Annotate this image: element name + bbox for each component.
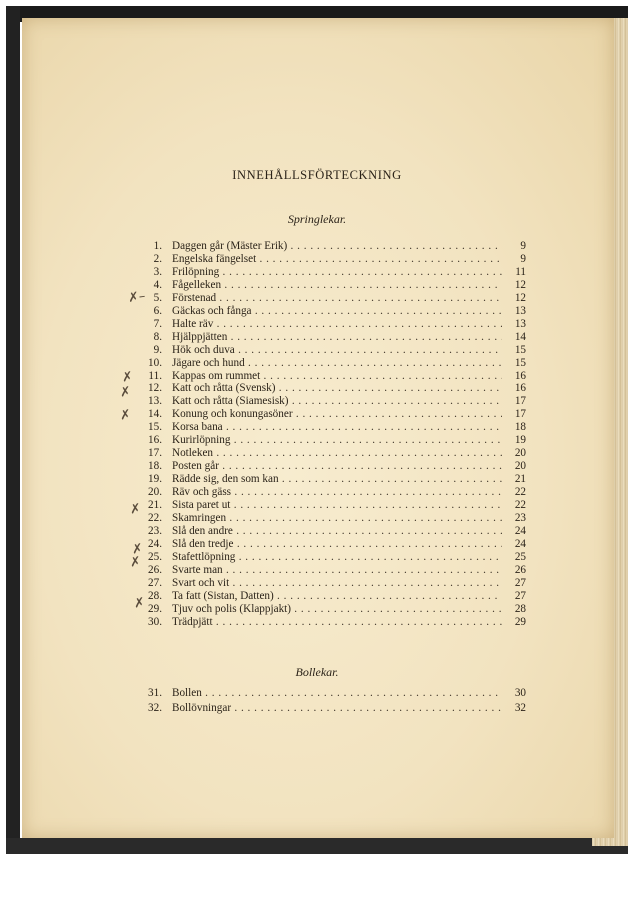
toc-entry-page: 15: [514, 356, 526, 369]
toc-entry-title: Räv och gäss . . .: [172, 486, 502, 499]
toc-entry-page: 27: [514, 576, 526, 589]
scan-border-left: [6, 6, 20, 854]
toc-entry-page: 13: [514, 317, 526, 330]
scan-border-bottom: [6, 838, 628, 854]
toc-entry: [140, 344, 530, 357]
toc-entry: [140, 331, 530, 344]
toc-entry-title: Ta fatt (Sistan, Datten) . . .: [172, 590, 502, 603]
toc-entry-title: Frilöpning . . .: [172, 266, 502, 279]
toc-entry-title: Jägare och hund . . .: [172, 357, 502, 370]
toc-entry: [140, 616, 530, 629]
toc-entry: [140, 590, 530, 603]
pencil-check-mark: ✗: [129, 554, 142, 571]
toc-entry-title: Halte räv . . .: [172, 318, 502, 331]
toc-entry-page: 19: [514, 434, 526, 447]
toc-entry-number: 21.: [148, 499, 162, 511]
toc-entry-page: 22: [514, 499, 526, 511]
toc-entry-title: Slå den andre . . .: [172, 525, 502, 538]
toc-entry-page: 9: [520, 240, 526, 252]
toc-entry: [140, 318, 530, 331]
toc-entry: [140, 525, 530, 538]
toc-entry: [140, 512, 530, 525]
toc-entry-page: 20: [514, 460, 526, 473]
toc-entry-title: Katt och råtta (Siamesisk) . . .: [172, 395, 502, 408]
toc-entry: [140, 460, 530, 473]
toc-entry-page: 21: [514, 473, 526, 486]
toc-entry-number: 32.: [148, 702, 162, 714]
toc-entry-page: 23: [514, 511, 526, 524]
toc-entry-page: 28: [514, 602, 526, 615]
section-heading-bollekar: Bollekar.: [295, 665, 339, 679]
toc-entry-number: 1.: [153, 240, 162, 252]
toc-entry-number: 22.: [148, 511, 162, 524]
toc-entry-title: Posten går . . .: [172, 460, 502, 473]
toc-entry: [140, 564, 530, 577]
pencil-check-mark: ✗: [121, 369, 134, 386]
toc-entry: [140, 434, 530, 447]
toc-entry-title: Bollen . . .: [172, 687, 502, 700]
section-heading-springlekar: Springlekar.: [287, 212, 347, 226]
pencil-check-mark: ✗: [129, 501, 142, 518]
toc-entry-title: Bollövningar . . .: [172, 702, 502, 715]
toc-entry-number: 13.: [148, 395, 162, 408]
toc-entry-number: 16.: [148, 434, 162, 447]
toc-entry: [140, 292, 530, 305]
toc-entry-number: 5.: [153, 291, 162, 304]
toc-entry-number: 11.: [148, 369, 162, 382]
toc-entry-number: 14.: [148, 408, 162, 421]
toc-entry: [140, 370, 530, 383]
toc-entry-page: 11: [515, 265, 526, 278]
toc-entry-number: 9.: [153, 343, 162, 356]
pencil-check-mark: ✗–: [127, 288, 147, 307]
toc-entry: [140, 395, 530, 408]
toc-entry-number: 19.: [148, 473, 162, 486]
toc-entry-page: 15: [514, 343, 526, 356]
toc-entry-page: 14: [514, 330, 526, 343]
toc-entry-title: Konung och konungasöner . . .: [172, 408, 502, 421]
toc-entry-page: 24: [514, 524, 526, 537]
toc-entry-page: 13: [514, 304, 526, 317]
toc-entry: [140, 253, 530, 266]
toc-entry-number: 27.: [148, 576, 162, 589]
toc-entry-page: 17: [514, 408, 526, 421]
toc-entry-number: 15.: [148, 421, 162, 434]
toc-entry-page: 22: [514, 486, 526, 499]
toc-entry-title: Katt och råtta (Svensk) . . .: [172, 382, 502, 395]
toc-entry: [140, 551, 530, 564]
toc-entry-number: 28.: [148, 589, 162, 602]
toc-entry: [140, 447, 530, 460]
toc-entry-title: Kurirlöpning . . .: [172, 434, 502, 447]
page-title: INNEHÅLLSFÖRTECKNING: [232, 168, 402, 182]
toc-entry-title: Tjuv och polis (Klappjakt) . . .: [172, 603, 502, 616]
toc-entry-page: 12: [514, 278, 526, 291]
toc-entry-page: 27: [514, 589, 526, 602]
toc-entry: [140, 266, 530, 279]
toc-entry-title: Korsa bana . . .: [172, 421, 502, 434]
toc-entry-number: 20.: [148, 486, 162, 499]
toc-entry-title: Skamringen . . .: [172, 512, 502, 525]
toc-entry-number: 26.: [148, 563, 162, 576]
toc-entry: [140, 499, 530, 512]
toc-entry-title: Slå den tredje . . .: [172, 538, 502, 551]
toc-entry-number: 10.: [148, 356, 162, 369]
toc-entry: [140, 687, 530, 700]
toc-entry-title: Rädde sig, den som kan . . .: [172, 473, 502, 486]
pencil-check-mark: ✗: [131, 541, 144, 558]
toc-entry: [140, 408, 530, 421]
toc-entry-page: 9: [520, 252, 526, 265]
toc-entry-number: 6.: [153, 304, 162, 317]
toc-entry-title: Svarte man . . .: [172, 564, 502, 577]
toc-entry-number: 29.: [148, 602, 162, 615]
toc-entry: [140, 357, 530, 370]
toc-entry-title: Notleken . . .: [172, 447, 502, 460]
toc-entry-page: 17: [514, 395, 526, 408]
toc-entry-title: Hjälppjätten . . .: [172, 331, 502, 344]
toc-entry: [140, 382, 530, 395]
toc-entry-title: Svart och vit . . .: [172, 577, 502, 590]
toc-entry: [140, 486, 530, 499]
toc-entry-title: Engelska fängelset . . .: [172, 253, 502, 266]
toc-entry-title: Fågelleken . . .: [172, 279, 502, 292]
toc-entry-number: 23.: [148, 524, 162, 537]
toc-entry-number: 3.: [153, 265, 162, 278]
toc-entry-number: 4.: [153, 278, 162, 291]
toc-entry-title: Hök och duva . . .: [172, 344, 502, 357]
toc-entry-number: 30.: [148, 615, 162, 628]
toc-entry-page: 25: [514, 550, 526, 563]
pencil-check-mark: ✗: [119, 384, 132, 401]
toc-entry-title: Kappas om rummet . . .: [172, 370, 502, 383]
toc-entry-number: 25.: [148, 550, 162, 563]
toc-entry-page: 18: [514, 421, 526, 434]
toc-entry: [140, 702, 530, 715]
toc-entry-number: 31.: [148, 687, 162, 699]
toc-entry-number: 2.: [153, 252, 162, 265]
toc-entry-title: Sista paret ut . . .: [172, 499, 502, 512]
pencil-check-mark: ✗: [133, 595, 146, 612]
toc-entry-number: 12.: [148, 382, 162, 395]
toc-entry-page: 16: [514, 369, 526, 382]
toc-entry-page: 24: [514, 537, 526, 550]
toc-entry: [140, 603, 530, 616]
toc-entry-number: 17.: [148, 447, 162, 460]
toc-entry-page: 26: [514, 563, 526, 576]
toc-entry-number: 8.: [153, 330, 162, 343]
toc-entry-number: 7.: [153, 317, 162, 330]
toc-entry: [140, 421, 530, 434]
toc-entry-title: Daggen går (Mäster Erik) . . .: [172, 240, 502, 253]
toc-entry-page: 12: [514, 291, 526, 304]
toc-entry: [140, 240, 530, 253]
toc-entry: [140, 538, 530, 551]
toc-entry-page: 16: [514, 382, 526, 395]
toc-entry-number: 24.: [148, 537, 162, 550]
pencil-check-mark: ✗: [119, 407, 132, 424]
toc-entry-page: 32: [514, 702, 526, 714]
toc-entry: [140, 473, 530, 486]
toc-entry-title: Stafettlöpning . . .: [172, 551, 502, 564]
toc-entry: [140, 279, 530, 292]
toc-entry: [140, 305, 530, 318]
toc-entry-page: 29: [514, 615, 526, 628]
toc-entry-title: Förstenad . . .: [172, 292, 502, 305]
toc-entry-number: 18.: [148, 460, 162, 473]
toc-entry-title: Gäckas och fånga . . .: [172, 305, 502, 318]
toc-entry-page: 30: [514, 687, 526, 699]
toc-entry-page: 20: [514, 447, 526, 460]
toc-entry: [140, 577, 530, 590]
toc-entry-title: Trädpjätt . . .: [172, 616, 502, 629]
